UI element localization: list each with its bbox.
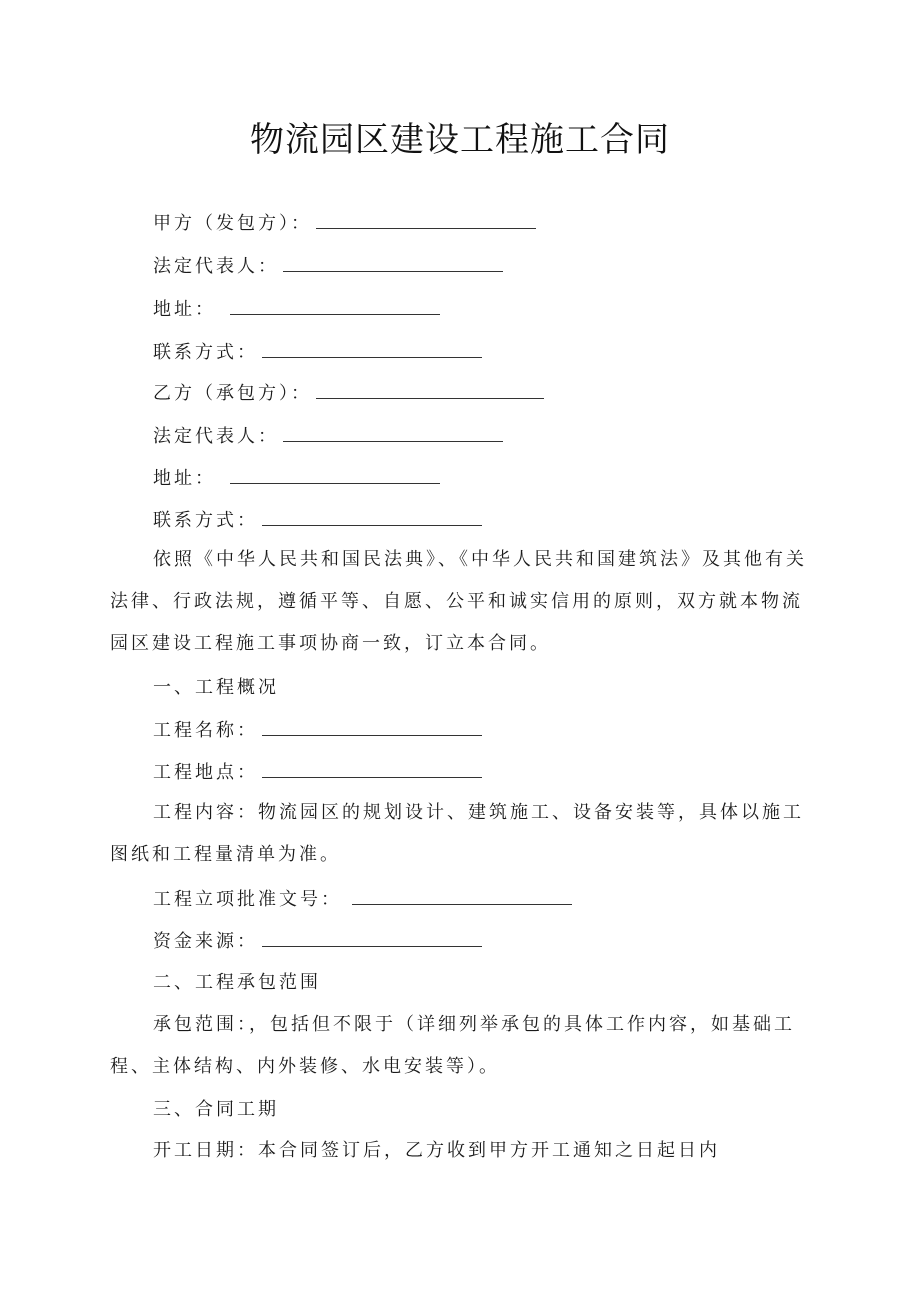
section-2-heading: 二、工程承包范围 — [153, 972, 321, 993]
party-a-contact-label: 联系方式： — [153, 342, 258, 363]
funding-source-label: 资金来源： — [153, 931, 258, 952]
party-b-rep-line — [153, 423, 503, 450]
approval-number-label: 工程立项批准文号： — [153, 889, 342, 910]
party-a-contact-blank — [262, 339, 482, 358]
approval-number-line — [153, 886, 572, 913]
party-a-blank — [316, 210, 536, 229]
start-date-line: 开工日期：本合同签订后，乙方收到甲方开工通知之日起日内 — [153, 1140, 720, 1161]
party-b-line — [153, 380, 544, 407]
project-name-blank — [262, 717, 482, 736]
party-b-rep-label: 法定代表人： — [153, 426, 279, 447]
approval-number-blank — [352, 886, 572, 905]
scope-paragraph: 承包范围：，包括但不限于（详细列举承包的具体工作内容，如基础工程、主体结构、内外装修、水电安装等）。 — [110, 1014, 795, 1077]
party-a-address-blank — [230, 296, 440, 315]
party-b-contact-line — [153, 507, 482, 534]
party-a-rep-line — [153, 253, 503, 280]
section-3-heading: 三、合同工期 — [153, 1099, 279, 1120]
party-a-address-line — [153, 296, 440, 323]
project-name-label: 工程名称： — [153, 720, 258, 741]
party-b-rep-blank — [283, 423, 503, 442]
party-a-address-label: 地址： — [153, 299, 216, 320]
intro-paragraph: 依照《中华人民共和国民法典》、《中华人民共和国建筑法》及其他有关法律、行政法规，遵循平等、自愿、公平和诚实信用的原则，双方就本物流园区建设工程施工事项协商一致，订立本合同。 — [110, 549, 807, 654]
project-name-line — [153, 717, 482, 744]
section-1-heading: 一、工程概况 — [153, 677, 279, 698]
party-a-label: 甲方（发包方）： — [153, 213, 312, 234]
party-b-address-label: 地址： — [153, 468, 216, 489]
party-a-contact-line — [153, 339, 482, 366]
funding-source-line — [153, 928, 482, 955]
party-b-address-line — [153, 465, 440, 492]
project-location-line — [153, 759, 482, 786]
funding-source-blank — [262, 928, 482, 947]
party-b-address-blank — [230, 465, 440, 484]
party-a-line — [153, 210, 536, 237]
party-a-rep-blank — [283, 253, 503, 272]
document-title: 物流园区建设工程施工合同 — [250, 120, 670, 160]
party-b-label: 乙方（承包方）： — [153, 383, 312, 404]
project-location-blank — [262, 759, 482, 778]
project-location-label: 工程地点： — [153, 762, 258, 783]
party-b-contact-label: 联系方式： — [153, 510, 258, 531]
party-a-rep-label: 法定代表人： — [153, 256, 279, 277]
project-content-paragraph: 工程内容：物流园区的规划设计、建筑施工、设备安装等，具体以施工图纸和工程量清单为准。 — [110, 802, 804, 865]
party-b-blank — [316, 380, 544, 399]
party-b-contact-blank — [262, 507, 482, 526]
